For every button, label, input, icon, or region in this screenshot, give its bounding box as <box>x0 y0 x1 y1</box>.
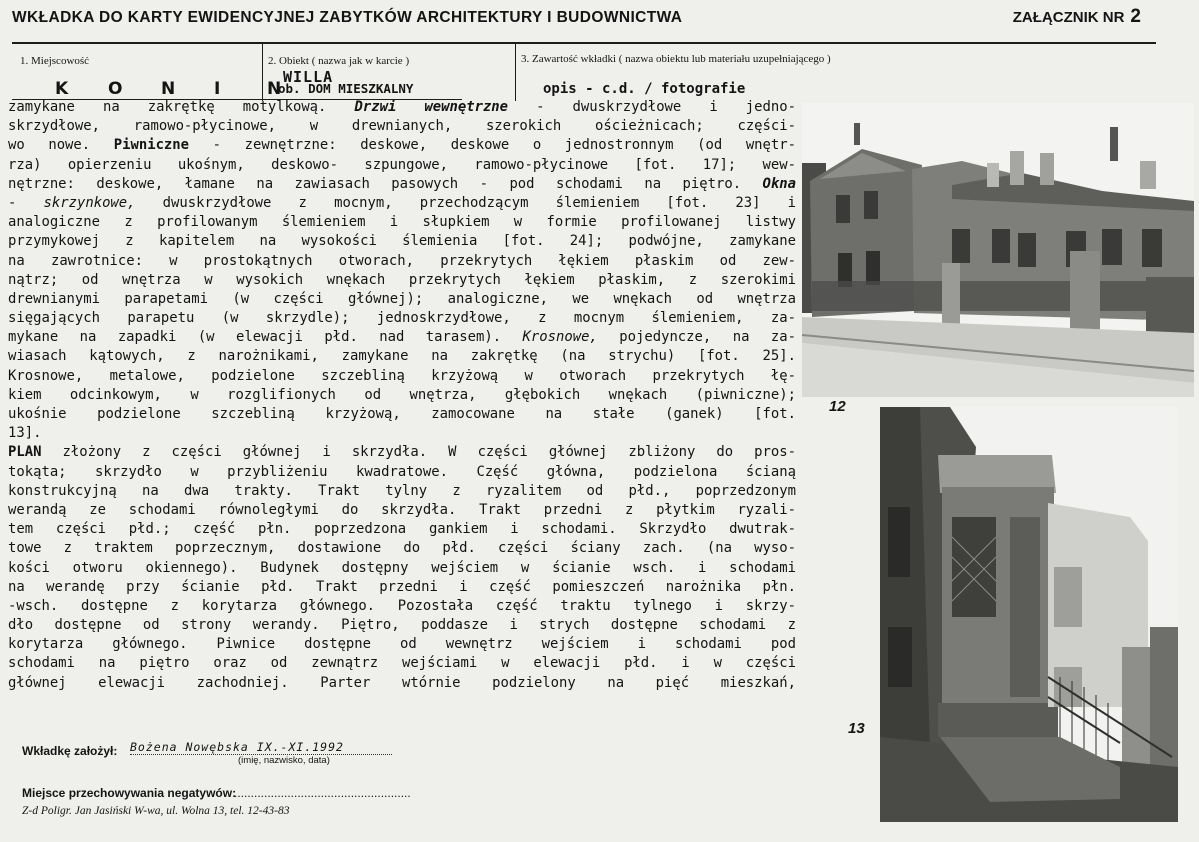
text-segment: skrzydłowe, ramowo-płycinowe, w drewnianych, szerokich ościeżnicach; części- <box>8 118 796 135</box>
text-segment: - <box>8 194 44 211</box>
location-letter: K <box>55 79 69 99</box>
text-segment: pojedyncze, na za- <box>597 329 796 346</box>
text-segment: przymykowej z kapitelem na wysokości ślemienia [fot. 24]; podwójne, zamykane <box>8 233 796 250</box>
storage-label: Miejsce przechowywania negatywów: <box>22 786 237 800</box>
text-segment: schodami na piętro oraz od zewnątrz wejściami w elewacji płd. i w części <box>8 655 796 672</box>
text-line <box>8 405 796 424</box>
text-segment: werandą ze schodami równoległymi do skrzydła. Trakt przedni z płytkim ryzali- <box>8 501 796 518</box>
text-line <box>8 213 796 232</box>
text-line <box>8 520 796 539</box>
attachment-number <box>1013 6 1141 28</box>
text-line <box>8 578 796 597</box>
text-segment: na werandę przy ścianie płd. Trakt przedni i część pomieszczeń narożnika płn. <box>8 578 796 595</box>
text-line <box>8 597 796 616</box>
object-value-sub: ob. DOM MIESZKALNY <box>278 81 414 96</box>
text-segment: głównej elewacji zachodniej. Parter wtórnie podzielony na pięć mieszkań, <box>8 674 796 691</box>
text-segment: na zawrotnice: w prostokątnych otworach, przekrytych łękiem płaskim od zew- <box>8 252 796 269</box>
attachment-value: 2 <box>1130 6 1141 27</box>
text-segment: skrzynkowe, <box>43 194 136 211</box>
author-value: Bożena Nowębska IX.-XI.1992 <box>130 740 392 755</box>
text-segment: ukośnie podzielone szczebliną krzyżową, zamocowane na stałe (ganek) [fot. <box>8 406 796 422</box>
text-segment: nętrzne: deskowe, łamane na zawiasach pasowych - pod schodami na piętro. <box>8 175 763 192</box>
text-line <box>8 635 796 654</box>
object-value-main: WILLA <box>283 68 334 86</box>
photo-13-number: 13 <box>848 720 865 737</box>
text-segment: Drzwi wewnętrzne <box>354 99 509 115</box>
text-line <box>8 252 796 271</box>
text-segment: Piwniczne <box>113 137 190 154</box>
location-letter: I <box>214 79 221 99</box>
text-line <box>8 175 796 194</box>
text-segment: sięgających parapetu (w skrzydle); jednoskrzydłowe, z mocnym ślemieniem, za- <box>8 310 796 327</box>
location-letter: O <box>108 79 123 99</box>
text-segment: dło dostępne od strony werandy. Piętro, poddasze i strych dostępne schodami z <box>8 617 796 634</box>
text-line <box>8 290 796 309</box>
text-line <box>8 156 796 175</box>
location-label: 1. Miejscowość <box>20 55 90 67</box>
text-line <box>8 136 796 155</box>
text-line <box>8 424 796 443</box>
text-line <box>8 463 796 482</box>
author-hint: (imię, nazwisko, data) <box>238 755 330 766</box>
text-line <box>8 616 796 635</box>
text-line <box>8 194 796 213</box>
text-segment: korytarza głównego. Piwnice dostępne od wewnętrz wejściem i schodami pod <box>8 636 796 653</box>
attachment-label: ZAŁĄCZNIK NR <box>1012 9 1125 26</box>
text-line <box>8 328 796 347</box>
field-divider-2 <box>515 43 516 101</box>
text-segment: towe z traktem poprzecznym, dostawione do płd. części ściany zach. (na wyso- <box>8 540 796 557</box>
text-segment: rza) opierzeniu ukośnym, deskowo- szpungowe, ramowo-płycinowe [fot. 17]; wew- <box>8 156 796 173</box>
text-line <box>8 443 796 462</box>
text-line <box>8 271 796 290</box>
form-title: WKŁADKA DO KARTY EWIDENCYJNEJ ZABYTKÓW ARCHITEKTURY I BUDOWNICTWA <box>12 9 683 26</box>
text-segment: Okna <box>762 175 796 192</box>
text-segment: kiem odcinkowym, w rozglifionych od wnętrza, głębokich wnękach (piwniczne); <box>8 386 796 403</box>
text-segment: analogiczne z profilowanym ślemieniem i słupkiem w formie profilowanej listwy <box>8 214 796 231</box>
text-segment: nątrz; od wnętrza w wysokich wnękach przekrytych łękiem płaskim, z szerokimi <box>8 271 796 288</box>
description-text <box>8 98 796 740</box>
content-value: opis - c.d. / fotografie <box>543 81 746 97</box>
text-segment: tokąta; skrzydło w przybliżeniu kwadratowe. Część główna, podzielona ścianą <box>8 463 796 480</box>
storage-dots: ..................................................... <box>234 786 411 800</box>
text-line <box>8 232 796 251</box>
text-line <box>8 367 796 386</box>
text-line <box>8 347 796 366</box>
text-line <box>8 674 796 693</box>
printer-imprint: Z-d Poligr. Jan Jasiński W-wa, ul. Wolna 13, tel. 12-43-83 <box>22 805 290 817</box>
text-segment: -wsch. dostępne z korytarza głównego. Pozostała część traktu tylnego i skrzy- <box>8 597 796 614</box>
text-line <box>8 559 796 578</box>
text-segment: kości otworu okiennego). Budynek dostępny wejściem w ścianie wsch. i schodami <box>8 559 796 576</box>
photo-12-number: 12 <box>829 398 846 415</box>
text-line <box>8 654 796 673</box>
text-segment: PLAN <box>8 444 42 461</box>
text-segment: wiasach kątowych, z narożnikami, zamykane na zakrętkę (na strychu) [fot. 25]. <box>8 348 796 365</box>
text-segment: tem części płd.; część płn. poprzedzona gankiem i schodami. Skrzydło dwutrak- <box>8 521 796 538</box>
text-segment: Krosnowe, metalowe, podzielone szczebliną krzyżową w otworach przekrytych łę- <box>8 367 796 384</box>
text-segment: konstrukcyjną na dwa trakty. Trakt tylny z ryzalitem od płd., poprzedzonym <box>8 482 796 499</box>
text-line <box>8 117 796 136</box>
text-line <box>8 309 796 328</box>
text-segment: - dwuskrzydłowe i jedno- <box>508 99 796 115</box>
header-rule <box>12 42 1156 44</box>
text-segment: Krosnowe, <box>522 329 598 346</box>
photo-12 <box>802 103 1194 397</box>
text-segment: wo nowe. <box>8 137 114 154</box>
text-line <box>8 501 796 520</box>
text-line <box>8 98 796 117</box>
content-label: 3. Zawartość wkładki ( nazwa obiektu lub materiału uzupełniającego ) <box>521 53 831 65</box>
author-label: Wkładkę założył: <box>22 744 118 758</box>
text-line <box>8 482 796 501</box>
text-segment: mykane na zapadki (w elewacji płd. nad tarasem). <box>8 329 523 346</box>
photo-13 <box>880 407 1178 822</box>
location-letter: N <box>267 79 282 99</box>
text-line <box>8 539 796 558</box>
text-segment: złożony z części głównej i skrzydła. W części głównej zbliżony do pros- <box>41 444 796 461</box>
location-letter: N <box>161 79 176 99</box>
text-segment: 13]. <box>8 425 42 442</box>
object-label: 2. Obiekt ( nazwa jak w karcie ) <box>268 55 410 67</box>
text-segment: - zewnętrzne: deskowe, deskowe o jednostronnym (od wnętr- <box>189 137 796 154</box>
text-segment: drewnianymi parapetami (w części głównej); analogiczne, we wnękach od wnętrza <box>8 290 796 307</box>
text-segment: zamykane na zakrętkę motylkową. <box>8 99 355 115</box>
text-line <box>8 386 796 405</box>
text-segment: dwuskrzydłowe z mocnym, przechodzącym ślemieniem [fot. 23] i <box>135 194 796 211</box>
